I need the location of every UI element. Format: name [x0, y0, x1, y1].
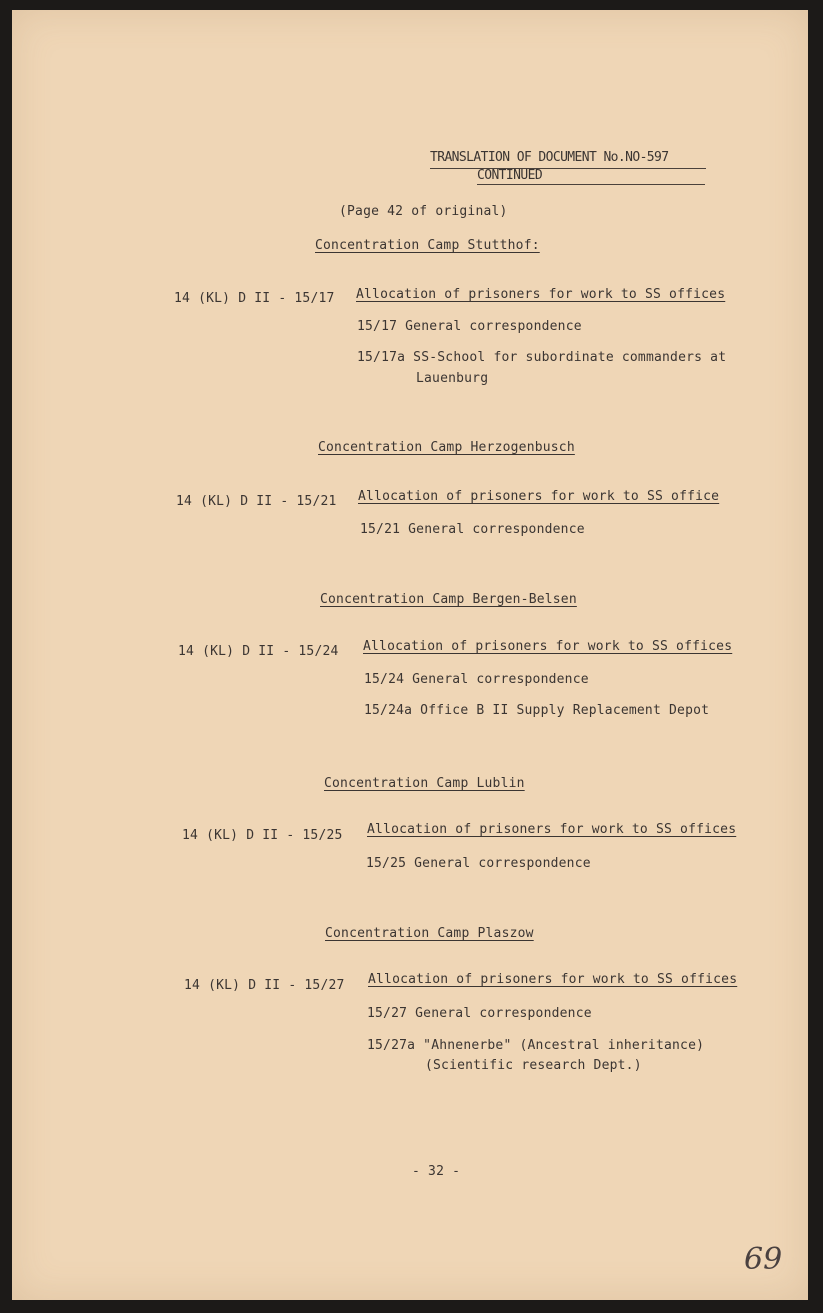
section-heading-plaszow: Concentration Camp Plaszow	[325, 926, 534, 941]
section-heading-stutthof: Concentration Camp Stutthof:	[315, 238, 540, 253]
page-number: - 32 -	[412, 1164, 461, 1179]
file-number: 14 (KL) D II - 15/21	[176, 494, 337, 509]
title-rule	[430, 168, 706, 169]
file-subject: Allocation of prisoners for work to SS office	[358, 489, 720, 504]
file-number: 14 (KL) D II - 15/27	[184, 978, 345, 993]
file-item: 15/21 General correspondence	[360, 522, 585, 537]
section-heading-lublin: Concentration Camp Lublin	[324, 776, 525, 791]
file-item: 15/24a Office B II Supply Replacement Depot	[364, 703, 710, 718]
file-number: 14 (KL) D II - 15/24	[178, 644, 339, 659]
document-page	[12, 10, 808, 1300]
page-reference: (Page 42 of original)	[339, 204, 508, 219]
file-number: 14 (KL) D II - 15/25	[182, 828, 343, 843]
continued-rule	[477, 184, 705, 185]
file-item: 15/27 General correspondence	[367, 1006, 592, 1021]
file-number: 14 (KL) D II - 15/17	[174, 291, 335, 306]
handwritten-folio-number: 69	[744, 1242, 783, 1277]
file-subject: Allocation of prisoners for work to SS offices	[368, 972, 738, 987]
document-title-continued: CONTINUED	[477, 168, 543, 183]
file-subject: Allocation of prisoners for work to SS offices	[363, 639, 733, 654]
file-item: 15/17 General correspondence	[357, 319, 582, 334]
section-heading-bergen-belsen: Concentration Camp Bergen-Belsen	[320, 592, 577, 607]
file-item: 15/17a SS-School for subordinate commanders at	[357, 350, 727, 365]
section-heading-herzogenbusch: Concentration Camp Herzogenbusch	[318, 440, 575, 455]
file-subject: Allocation of prisoners for work to SS offices	[367, 822, 737, 837]
file-item: 15/27a "Ahnenerbe" (Ancestral inheritance)	[367, 1038, 705, 1053]
file-item-continuation: (Scientific research Dept.)	[425, 1058, 642, 1073]
file-item: 15/24 General correspondence	[364, 672, 589, 687]
file-subject: Allocation of prisoners for work to SS offices	[356, 287, 726, 302]
file-item-continuation: Lauenburg	[416, 371, 489, 386]
document-title: TRANSLATION OF DOCUMENT No.NO-597	[430, 150, 669, 165]
file-item: 15/25 General correspondence	[366, 856, 591, 871]
